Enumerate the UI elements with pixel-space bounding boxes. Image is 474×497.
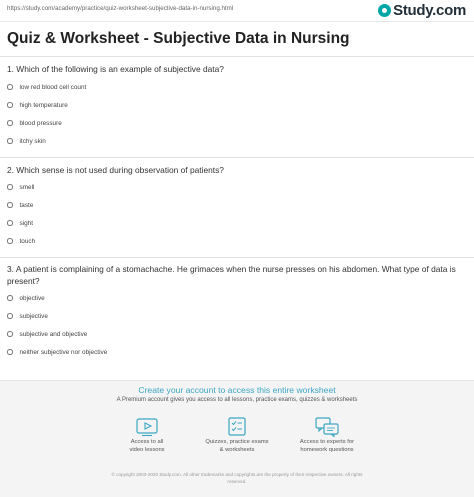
copyright-line-1: © copyright 2003-2020 Study.com. All other trademarks and copyrights are the property of their respective owners. All rights [111,472,363,477]
feature-label: Quizzes, practice exams [205,439,269,445]
video-lesson-icon [136,417,158,437]
study-logo[interactable] [378,2,466,19]
q3-option-3[interactable] [7,329,87,339]
page-url: https://study.com/academy/practice/quiz-worksheet-subjective-data-in-nursing.html [7,5,234,12]
logo-mark-icon [378,4,391,17]
option-label: objective [19,294,45,302]
option-label: neither subjective nor objective [19,348,108,356]
option-label: low red blood cell count [19,83,87,91]
q3-option-1[interactable] [7,293,45,303]
logo-text: Study.com [393,2,466,19]
q2-option-3[interactable] [7,218,33,228]
option-label: touch [19,237,36,245]
radio-button[interactable] [7,102,13,108]
q1-option-3[interactable] [7,118,62,128]
radio-button[interactable] [7,220,13,226]
premium-cta-panel [0,380,474,497]
q1-option-2[interactable] [7,100,68,110]
feature-experts [282,417,372,454]
feature-label: & worksheets [219,446,255,453]
option-label: blood pressure [19,119,62,127]
question-1-text: 1. Which of the following is an example of subjective data? [7,64,224,74]
radio-button[interactable] [7,295,13,301]
radio-button[interactable] [7,120,13,126]
option-label: taste [19,201,34,209]
option-label: high temperature [19,101,68,109]
option-label: itchy skin [19,137,46,145]
cta-title-link[interactable]: Create your account to access this entire worksheet [138,385,336,395]
question-3-text: 3. A patient is complaining of a stomachache. He grimaces when the nurse presses on his abdomen. What type of data is present? [7,264,456,286]
radio-button[interactable] [7,313,13,319]
divider [0,157,474,158]
feature-label: Access to experts for [299,439,355,445]
option-label: smell [19,183,35,191]
radio-button[interactable] [7,331,13,337]
quiz-exam-icon [226,417,248,437]
feature-video-lessons [102,417,192,454]
divider [0,257,474,258]
cta-subtitle: A Premium account gives you access to all lessons, practice exams, quizzes & worksheets [116,397,358,403]
q1-option-1[interactable] [7,82,86,92]
divider [0,56,474,57]
q2-option-2[interactable] [7,200,33,210]
option-label: sight [19,219,33,227]
feature-label: homework questions [300,446,354,453]
radio-button[interactable] [7,138,13,144]
option-label: subjective [19,312,48,320]
page-title: Quiz & Worksheet - Subjective Data in Nursing [7,30,350,47]
q3-option-2[interactable] [7,311,48,321]
q1-option-4[interactable] [7,136,46,146]
radio-button[interactable] [7,202,13,208]
expert-chat-icon [315,417,339,437]
copyright-line-2: reserved. [227,478,247,484]
q2-option-1[interactable] [7,182,34,192]
radio-button[interactable] [7,349,13,355]
q3-option-4[interactable] [7,347,107,357]
option-label: subjective and objective [19,330,88,338]
radio-button[interactable] [7,184,13,190]
copyright-footer [0,472,474,485]
radio-button[interactable] [7,238,13,244]
q2-option-4[interactable] [7,236,35,246]
question-2-text: 2. Which sense is not used during observation of patients? [7,165,224,175]
radio-button[interactable] [7,84,13,90]
feature-quizzes [192,417,282,454]
feature-label: Access to all [130,439,164,445]
feature-label: video lessons [129,446,165,453]
top-bar [0,0,474,22]
